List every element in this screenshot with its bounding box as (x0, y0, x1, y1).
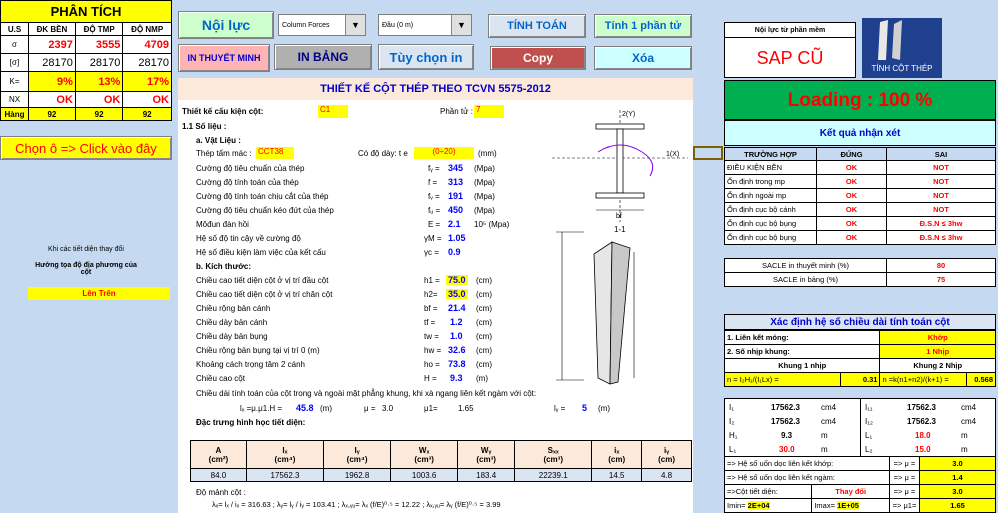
dim-value: 32.6 (448, 345, 466, 355)
inertia-unit: m (961, 431, 968, 440)
in-thuyet-minh-button[interactable]: IN THUYẾT MINH (178, 44, 270, 72)
inertia-value[interactable]: 15.0 (915, 445, 931, 454)
factor-value: 3.0 (920, 485, 996, 499)
ly-value[interactable]: 5 (582, 403, 588, 413)
n1-label: n = I₂H₁/(I₁Lx) = (725, 373, 841, 387)
section-type[interactable]: Thay đổi (812, 485, 890, 499)
mat-value: 313 (448, 177, 464, 187)
dim-label: Khoảng cách trọng tâm 2 cánh (196, 360, 305, 369)
inertia-value: 17562.3 (907, 417, 936, 426)
mat-value: 0.9 (448, 247, 461, 257)
results-ok: OK (817, 231, 887, 245)
props-header: Sₓₓ (cm³) (515, 441, 592, 469)
analysis-row-label: σ (1, 36, 29, 54)
mat-label: Cường độ tiêu chuẩn kéo đứt của thép (196, 206, 334, 215)
inertia-unit: cm4 (961, 403, 977, 412)
mat-value: 345 (448, 163, 464, 173)
inertia-value[interactable]: 30.0 (779, 445, 795, 454)
factor-table (724, 456, 996, 513)
imax-label: Imax= 1E+05 (812, 499, 890, 513)
inertia-unit: m (821, 431, 828, 440)
scale-value[interactable]: 75 (887, 273, 996, 287)
props-header: Iₓ (cm⁴) (246, 441, 323, 469)
dim-label: Chiều rộng bản cánh (196, 304, 271, 313)
inertia-symbol: H₁ (729, 431, 738, 440)
dim-label: Chiều cao tiết diện cột ở vị trí chân cột (196, 290, 333, 299)
chevron-down-icon[interactable]: ▼ (345, 15, 365, 35)
length-row-label: 2. Số nhịp khung: (725, 345, 880, 359)
results-not: NOT (887, 189, 996, 203)
dim-value[interactable]: 1.0 (450, 331, 463, 341)
results-case: ĐIỀU KIỆN BỀN (725, 161, 817, 175)
mat-value: 450 (448, 205, 464, 215)
mu1-value: 1.65 (920, 499, 996, 513)
select-cell-button[interactable]: Chọn ô => Click vào đây (0, 136, 172, 160)
dim-symbol: tw = (424, 332, 439, 341)
mat-unit: (Mpa) (474, 178, 495, 187)
analysis-cell: OK (123, 92, 172, 108)
imin-value: 2E+04 (747, 501, 770, 510)
diagram-section-label: 1-1 (614, 225, 626, 234)
analysis-cell: 28170 (75, 54, 122, 72)
chevron-down-icon[interactable]: ▼ (451, 15, 471, 35)
analysis-title: PHÂN TÍCH (1, 1, 172, 23)
results-case: Ổn định trong mp (725, 175, 817, 189)
inertia-value: 17562.3 (771, 417, 800, 426)
analysis-cell: 92 (123, 108, 172, 121)
software-label: Nội lực từ phần mềm (724, 22, 856, 38)
factor-mu: => μ = (890, 471, 920, 485)
tuy-chon-in-button[interactable]: Tùy chọn in (378, 44, 474, 70)
inertia-value: 9.3 (781, 431, 793, 440)
element-label: Phần tử : (440, 107, 473, 116)
analysis-row-label: NX (1, 92, 29, 108)
result-title: Kết quả nhận xét (724, 120, 996, 146)
inertia-symbol: L₁ (729, 445, 737, 454)
analysis-cell: 4709 (123, 36, 172, 54)
inertia-unit: cm4 (961, 417, 977, 426)
analysis-header: ĐK BỀN (29, 23, 76, 36)
dim-symbol: h1 = (424, 276, 440, 285)
analysis-header: ĐỘ NMP (123, 23, 172, 36)
analysis-cell: 28170 (123, 54, 172, 72)
member-value[interactable]: C1 (318, 105, 348, 118)
inertia-value: 17562.3 (907, 403, 936, 412)
dim-label: Chiều rộng bản bụng tại vị trí 0 (m) (196, 346, 320, 355)
mat-unit: (Mpa) (474, 164, 495, 173)
forces-combo[interactable] (278, 14, 366, 36)
column-logo-icon (862, 18, 942, 62)
ly-unit: (m) (598, 404, 610, 413)
length-row-value[interactable]: 1 Nhịp (880, 345, 996, 359)
mat-unit: (Mpa) (474, 206, 495, 215)
frame-1-span: Khung 1 nhịp (725, 359, 880, 373)
mat-label: Cường độ tiêu chuẩn của thép (196, 164, 305, 173)
factor-value: 1.4 (920, 471, 996, 485)
props-cell: 14.5 (592, 469, 642, 482)
analysis-cell: 92 (29, 108, 76, 121)
lx-label: lₓ =μ.μ1.H = (240, 404, 283, 413)
analysis-header: ĐỘ TMP (75, 23, 122, 36)
right-panel (724, 18, 998, 513)
dim-unit: (cm) (476, 290, 492, 299)
inertia-symbol: L₁ (865, 431, 873, 440)
analysis-row-label: Hàng (1, 108, 29, 121)
results-case: Ổn định ngoài mp (725, 189, 817, 203)
analysis-row-label: [σ] (1, 54, 29, 72)
n1-value: 0.31 (840, 373, 880, 387)
analysis-cell: 13% (75, 72, 122, 92)
thickness-value[interactable]: (0÷20) (414, 147, 474, 159)
results-not: NOT (887, 175, 996, 189)
results-not: Đ.S.N ≤ 3hw (887, 231, 996, 245)
diagram-bf: bf (616, 213, 622, 220)
results-ok: OK (817, 217, 887, 231)
steel-value[interactable]: CCT38 (256, 147, 294, 159)
forces-combo-value: Column Forces (282, 21, 330, 29)
lx-value: 45.8 (296, 403, 314, 413)
dim-unit: (cm) (476, 304, 492, 313)
dim-symbol: H = (424, 374, 437, 383)
mat-value: 191 (448, 191, 464, 201)
mat-symbol: fᵧ = (428, 164, 440, 173)
tinh-1-phan-tu-button[interactable]: Tính 1 phần tử (594, 14, 692, 38)
analysis-cell: 2397 (29, 36, 76, 54)
results-not: NOT (887, 203, 996, 217)
noi-luc-button[interactable]: Nội lực (178, 11, 274, 39)
dim-value[interactable]: 1.2 (450, 317, 463, 327)
ly-label: lᵧ = (554, 404, 566, 413)
analysis-cell: 17% (123, 72, 172, 92)
section-diagram (538, 102, 688, 392)
dim-value[interactable]: 21.4 (448, 303, 466, 313)
dim-unit: (m) (476, 374, 488, 383)
section-change-note: Khi các tiết diện thay đổi (48, 246, 124, 253)
loading-status: Loading : 100 % (724, 80, 996, 120)
results-header: TRƯỜNG HỢP (725, 148, 817, 161)
thickness-unit: (mm) (478, 149, 497, 158)
element-value[interactable]: 7 (474, 105, 504, 118)
tinh-toan-button[interactable]: TÍNH TOÁN (488, 14, 586, 38)
results-ok: OK (817, 161, 887, 175)
scale-value[interactable]: 80 (887, 259, 996, 273)
mat-symbol: fᵤ = (428, 206, 441, 215)
results-case: Ổn định cục bộ bụng (725, 217, 817, 231)
inertia-unit: cm4 (821, 417, 837, 426)
results-ok: OK (817, 175, 887, 189)
results-header: ĐÚNG (817, 148, 887, 161)
results-case: Ổn định cục bộ cánh (725, 203, 817, 217)
results-not: Đ.S.N ≤ 3hw (887, 217, 996, 231)
slenderness-title: Độ mảnh cột : (196, 488, 246, 497)
props-cell: 183.4 (458, 469, 515, 482)
props-header: A (cm²) (191, 441, 247, 469)
props-cell: 4.8 (642, 469, 692, 482)
inertia-symbol: I₁₁ (865, 403, 873, 412)
props-cell: 1962.8 (324, 469, 391, 482)
selected-cell-marker (693, 146, 723, 160)
steel-label: Thép tấm mác : (196, 149, 252, 158)
mat-symbol: f = (428, 178, 438, 187)
mu-value: 3.0 (382, 404, 394, 413)
thickness-label: Có độ dày: t e (358, 149, 408, 158)
analysis-cell: 92 (75, 108, 122, 121)
n2-value: 0.568 (967, 373, 996, 387)
mu1-label: => μ1= (890, 499, 920, 513)
results-case: Ổn định cục bộ bụng (725, 231, 817, 245)
n2-label: n =k(n1+n2)/(k+1) = (880, 373, 967, 387)
member-label: Thiết kế cấu kiện cột: (182, 107, 264, 116)
dim-value[interactable]: 75.0 (448, 275, 466, 285)
mat-label: Hệ số độ tin cậy về cường độ (196, 234, 301, 243)
factor-label: =>Cột tiết diện: (725, 485, 812, 499)
position-combo-value: Đầu (0 m) (382, 21, 414, 29)
mat-value: 2.1 (448, 219, 461, 229)
dim-symbol: bf = (424, 304, 438, 313)
dimension-heading: b. Kích thước: (196, 262, 252, 271)
length-row-value[interactable]: Khớp (880, 331, 996, 345)
factor-label: => Hệ số uốn dọc liên kết khớp: (725, 457, 890, 471)
material-heading: a. Vật Liệu : (196, 136, 241, 145)
inertia-unit: cm4 (821, 403, 837, 412)
props-header: Iᵧ (cm⁴) (324, 441, 391, 469)
dim-label: Chiều dày bản bụng (196, 332, 268, 341)
mat-value: 1.05 (448, 233, 466, 243)
dim-unit: (cm) (476, 346, 492, 355)
props-header: iᵧ (cm) (642, 441, 692, 469)
analysis-cell: OK (29, 92, 76, 108)
inertia-symbol: L₂ (865, 445, 873, 454)
results-table (724, 147, 996, 245)
copy-button[interactable]: Copy (490, 46, 586, 70)
analysis-panel (0, 0, 172, 132)
length-title: Xác định hệ số chiều dài tính toán cột (724, 314, 996, 330)
props-cell: 84.0 (191, 469, 247, 482)
dim-label: Chiều dày bản cánh (196, 318, 268, 327)
logo-text: TÍNH CỘT THÉP (871, 64, 933, 73)
dim-value: 9.3 (450, 373, 463, 383)
dim-unit: (cm) (476, 276, 492, 285)
mat-label: Cường độ tính toán chịu cắt của thép (196, 192, 329, 201)
dim-unit: (cm) (476, 318, 492, 327)
scale-table (724, 258, 996, 287)
dim-symbol: tf = (424, 318, 436, 327)
analysis-cell: 9% (29, 72, 76, 92)
mat-unit: 10⁵ (Mpa) (474, 220, 510, 229)
props-header: Wₓ (cm³) (391, 441, 458, 469)
mat-label: Cường độ tính toán của thép (196, 178, 299, 187)
local-axis-note: Hướng tọa độ địa phương của cột (35, 262, 137, 276)
props-cell: 1003.6 (391, 469, 458, 482)
mat-symbol: γc = (424, 248, 439, 257)
length-table (724, 330, 996, 387)
mu-label: μ = (364, 404, 376, 413)
analysis-header: U.S (1, 23, 29, 36)
software-value: SAP CŨ (724, 38, 856, 78)
dim-value[interactable]: 35.0 (448, 289, 466, 299)
mu1-value: 1.65 (458, 404, 474, 413)
analysis-row-label: K= (1, 72, 29, 92)
in-bang-button[interactable]: IN BẢNG (274, 44, 372, 70)
results-ok: OK (817, 189, 887, 203)
analysis-cell: 28170 (29, 54, 76, 72)
dim-symbol: hw = (424, 346, 442, 355)
inertia-unit: m (961, 445, 968, 454)
inertia-value[interactable]: 18.0 (915, 431, 931, 440)
mat-symbol: E = (428, 220, 441, 229)
sheet-title: THIẾT KẾ CỘT THÉP THEO TCVN 5575-2012 (178, 78, 693, 100)
diagram-axis-y: 2(Y) (622, 111, 636, 118)
xoa-button[interactable]: Xóa (594, 46, 692, 70)
dim-label: Chiều cao tiết diện cột ở vị trí đầu cột (196, 276, 329, 285)
frame-2-span: Khung 2 Nhịp (880, 359, 996, 373)
lx-unit: (m) (320, 404, 332, 413)
inertia-value: 17562.3 (771, 403, 800, 412)
inertia-grid (724, 398, 996, 460)
slenderness-line: λₓ= lₓ / iₓ = 316.63 ; λᵧ= lᵧ / iᵧ = 103.41 ; λₓ,ᵧᵤ= λₓ (f/E)⁰·⁵ = 12.22 ; λₓ,ᵧᵤ= λᵧ (f/E)⁰·⁵ = 3.99 (212, 500, 501, 509)
design-sheet (178, 78, 693, 513)
props-table (190, 440, 692, 482)
props-header: iₓ (cm) (592, 441, 642, 469)
results-header: SAI (887, 148, 996, 161)
imax-value: 1E+05 (837, 501, 859, 510)
inertia-unit: m (821, 445, 828, 454)
position-combo[interactable] (378, 14, 472, 36)
dim-unit: (cm) (476, 332, 492, 341)
mat-symbol: γM = (424, 234, 442, 243)
factor-mu: => μ = (890, 457, 920, 471)
analysis-cell: OK (75, 92, 122, 108)
factor-mu: => μ = (890, 485, 920, 499)
dim-label: Chiều cao cột (196, 374, 245, 383)
imin-label: Imin= 2E+04 (725, 499, 812, 513)
mat-unit: (Mpa) (474, 192, 495, 201)
factor-value: 3.0 (920, 457, 996, 471)
scale-label: SACLE in bảng (%) (725, 273, 887, 287)
factor-label: => Hệ số uốn dọc liên kết ngàm: (725, 471, 890, 485)
diagram-axis-x: 1(X) (666, 151, 680, 158)
dim-unit: (cm) (476, 360, 492, 369)
inertia-symbol: I₁₂ (865, 417, 874, 426)
results-ok: OK (817, 203, 887, 217)
dim-symbol: h2= (424, 290, 438, 299)
inertia-symbol: I₂ (729, 417, 735, 426)
mu1-label: μ1= (424, 404, 438, 413)
results-not: NOT (887, 161, 996, 175)
app-logo (862, 18, 942, 78)
inertia-symbol: I₁ (729, 403, 734, 412)
mat-label: Môđun đàn hồi (196, 220, 249, 229)
props-header: Wᵧ (cm³) (458, 441, 515, 469)
length-row-label: 1. Liên kết móng: (725, 331, 880, 345)
section-1-1: 1.1 Số liệu : (182, 122, 227, 131)
mat-label: Hệ số điều kiện làm việc của kết cấu (196, 248, 326, 257)
props-cell: 22239.1 (515, 469, 592, 482)
scale-label: SACLE in thuyết minh (%) (725, 259, 887, 273)
props-title: Đặc trưng hình học tiết diện: (196, 418, 306, 427)
props-cell: 17562.3 (246, 469, 323, 482)
dim-symbol: ho = (424, 360, 440, 369)
dim-value: 73.8 (448, 359, 466, 369)
mat-symbol: fᵥ = (428, 192, 440, 201)
local-axis-direction[interactable]: Lên Trên (28, 287, 170, 300)
calc-length-text: Chiều dài tính toán của cột trong và ngoài mặt phẳng khung, khi xà ngang liên kết ngàm với cột: (196, 389, 537, 398)
analysis-cell: 3555 (75, 36, 122, 54)
